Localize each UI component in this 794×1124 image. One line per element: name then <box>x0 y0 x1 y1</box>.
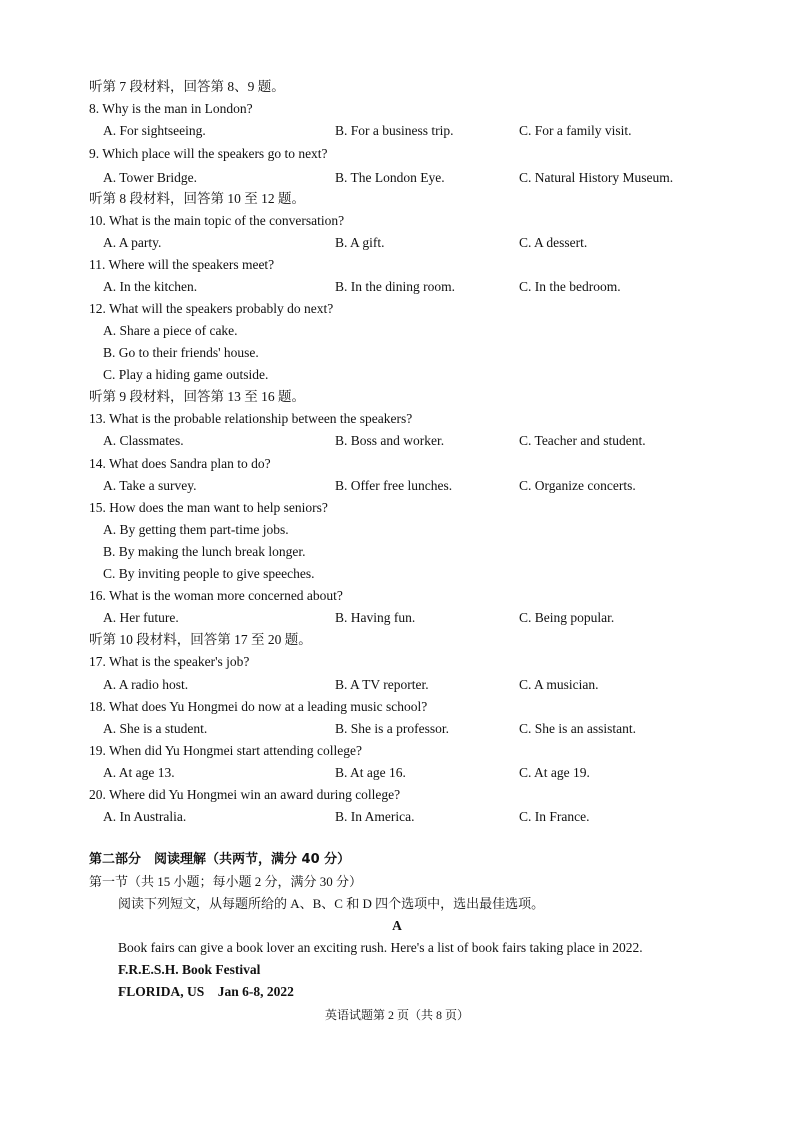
option-18c: C. She is an assistant. <box>519 721 636 736</box>
option-13a: A. Classmates. <box>103 433 184 448</box>
section-heading-8: 听第 8 段材料，回答第 10 至 12 题。 <box>89 191 305 206</box>
option-16c: C. Being popular. <box>519 610 615 625</box>
option-13b: B. Boss and worker. <box>335 433 445 448</box>
question-stem-14: 14. What does Sandra plan to do? <box>89 456 271 471</box>
option-18a: A. She is a student. <box>103 721 208 736</box>
option-14b: B. Offer free lunches. <box>335 478 453 493</box>
option-20a: A. In Australia. <box>103 809 187 824</box>
option-9a: A. Tower Bridge. <box>103 170 198 185</box>
question-stem-16: 16. What is the woman more concerned about? <box>89 588 343 603</box>
part2-subheading: 第一节（共 15 小题；每小题 2 分，满分 30 分） <box>89 874 363 889</box>
option-17a: A. A radio host. <box>103 677 189 692</box>
option-10c: C. A dessert. <box>519 235 588 250</box>
option-17b: B. A TV reporter. <box>335 677 429 692</box>
option-12c: C. Play a hiding game outside. <box>103 367 269 382</box>
event-name: F.R.E.S.H. Book Festival <box>118 962 261 977</box>
passage-intro: Book fairs can give a book lover an exciting rush. Here's a list of book fairs taking place in 2022. <box>118 940 643 955</box>
option-17c: C. A musician. <box>519 677 599 692</box>
option-11a: A. In the kitchen. <box>103 279 198 294</box>
option-18b: B. She is a professor. <box>335 721 449 736</box>
option-14a: A. Take a survey. <box>103 478 197 493</box>
option-14c: C. Organize concerts. <box>519 478 636 493</box>
option-9b: B. The London Eye. <box>335 170 445 185</box>
option-15c: C. By inviting people to give speeches. <box>103 566 315 581</box>
section-heading-10: 听第 10 段材料，回答第 17 至 20 题。 <box>89 632 312 647</box>
option-19b: B. At age 16. <box>335 765 406 780</box>
option-12b: B. Go to their friends' house. <box>103 345 259 360</box>
option-16b: B. Having fun. <box>335 610 416 625</box>
part2-heading: 第二部分 阅读理解（共两节，满分 40 分） <box>89 852 351 867</box>
question-stem-18: 18. What does Yu Hongmei do now at a leading music school? <box>89 699 428 714</box>
question-stem-10: 10. What is the main topic of the conversation? <box>89 213 345 228</box>
question-stem-9: 9. Which place will the speakers go to next? <box>89 146 328 161</box>
question-stem-20: 20. Where did Yu Hongmei win an award during college? <box>89 787 401 802</box>
option-9c: C. Natural History Museum. <box>519 170 674 185</box>
question-stem-19: 19. When did Yu Hongmei start attending college? <box>89 743 362 758</box>
option-16a: A. Her future. <box>103 610 179 625</box>
section-heading-9: 听第 9 段材料，回答第 13 至 16 题。 <box>89 389 305 404</box>
passage-label: A <box>392 918 402 933</box>
option-10b: B. A gift. <box>335 235 385 250</box>
question-stem-12: 12. What will the speakers probably do next? <box>89 301 334 316</box>
option-8c: C. For a family visit. <box>519 123 632 138</box>
part2-instruction: 阅读下列短文，从每题所给的 A、B、C 和 D 四个选项中，选出最佳选项。 <box>118 896 545 911</box>
option-15b: B. By making the lunch break longer. <box>103 544 306 559</box>
option-19c: C. At age 19. <box>519 765 590 780</box>
page-footer: 英语试题第 2 页（共 8 页） <box>324 1008 469 1022</box>
option-15a: A. By getting them part-time jobs. <box>103 522 289 537</box>
option-8a: A. For sightseeing. <box>103 123 206 138</box>
question-stem-13: 13. What is the probable relationship between the speakers? <box>89 411 413 426</box>
question-stem-17: 17. What is the speaker's job? <box>89 654 250 669</box>
section-heading-7: 听第 7 段材料，回答第 8、9 题。 <box>89 79 285 94</box>
option-12a: A. Share a piece of cake. <box>103 323 238 338</box>
option-20b: B. In America. <box>335 809 415 824</box>
option-8b: B. For a business trip. <box>335 123 454 138</box>
option-19a: A. At age 13. <box>103 765 175 780</box>
option-10a: A. A party. <box>103 235 162 250</box>
question-stem-8: 8. Why is the man in London? <box>89 101 253 116</box>
question-stem-11: 11. Where will the speakers meet? <box>89 257 275 272</box>
option-11c: C. In the bedroom. <box>519 279 621 294</box>
option-13c: C. Teacher and student. <box>519 433 646 448</box>
option-20c: C. In France. <box>519 809 590 824</box>
option-11b: B. In the dining room. <box>335 279 455 294</box>
event-place-date: FLORIDA, US Jan 6-8, 2022 <box>118 984 294 999</box>
question-stem-15: 15. How does the man want to help seniors? <box>89 500 328 515</box>
